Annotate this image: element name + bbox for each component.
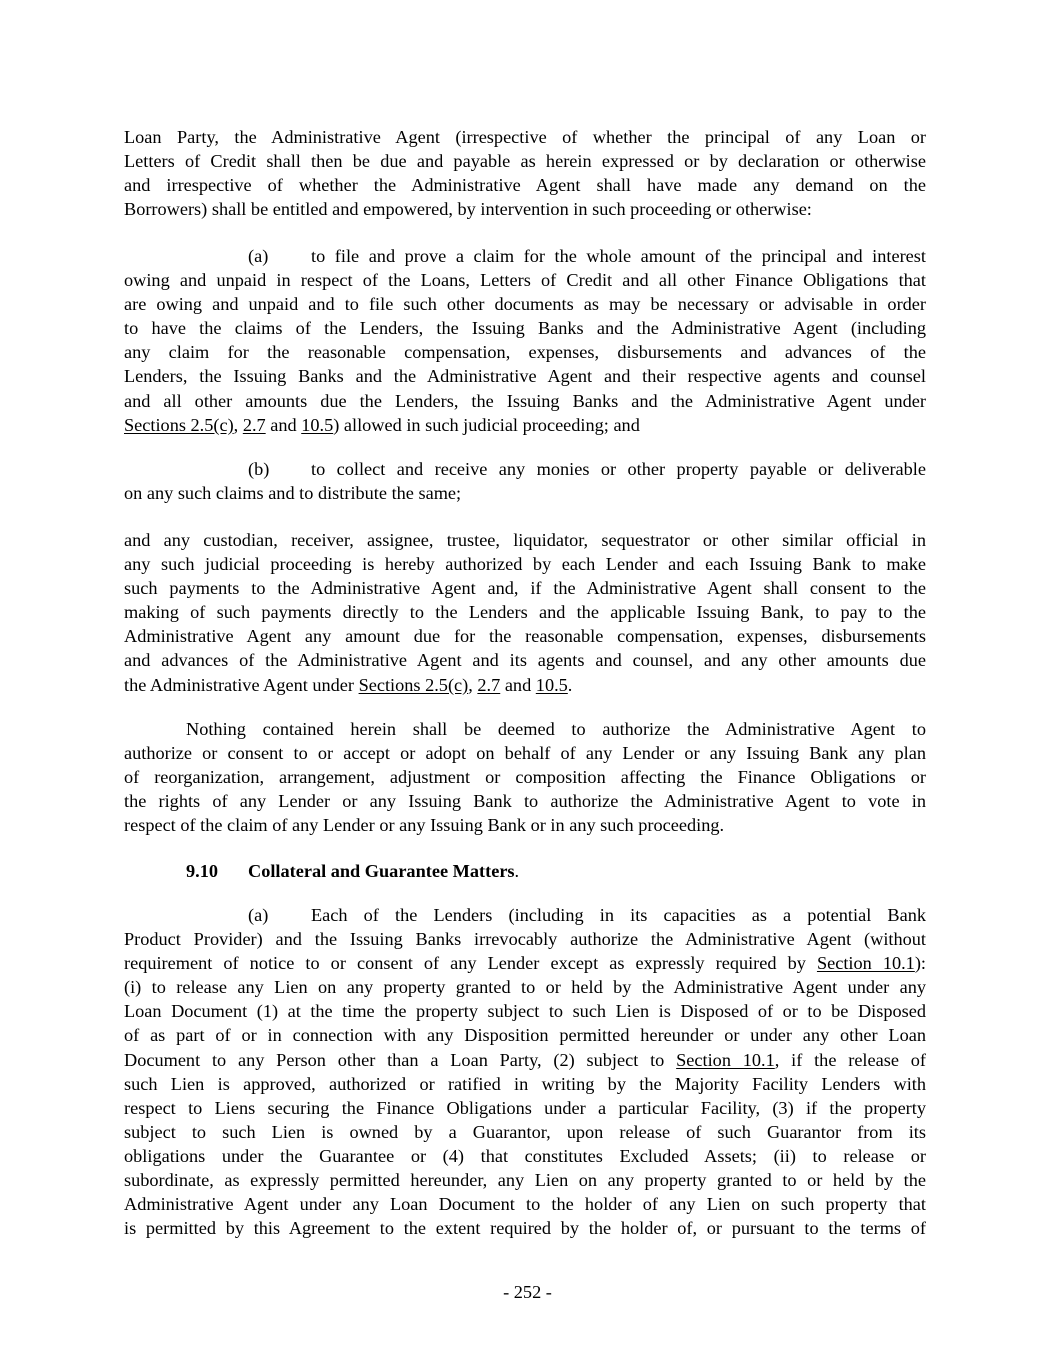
text-segment: ) allowed in such judicial proceeding; and	[333, 414, 640, 435]
section-cross-reference: Sections 2.5(c)	[358, 674, 469, 695]
text-line	[311, 903, 926, 927]
text-segment: Document to any Person other than a Loan Party, (2) subject to	[124, 1049, 677, 1070]
section-9-10-clause-a	[124, 903, 926, 1240]
text-segment: to collect and receive any monies or other property payable or deliverable	[311, 459, 926, 479]
text-line	[124, 765, 926, 789]
clause-b-collect	[124, 457, 926, 505]
text-segment: .	[567, 674, 573, 695]
text-segment: Loan Document (1) at the time the property subject to such Lien is Disposed of or to be Disposed	[124, 1001, 926, 1022]
text-line	[186, 717, 926, 741]
text-line	[124, 1072, 926, 1096]
text-line	[124, 316, 926, 340]
section-cross-reference: 2.7	[477, 674, 501, 695]
text-line	[124, 149, 926, 173]
section-cross-reference: 10.5	[535, 674, 568, 695]
text-segment: obligations under the Guarantee or (4) that constitutes Excluded Assets; (ii) to release or	[124, 1145, 926, 1166]
clause-label: (b)	[248, 459, 270, 479]
text-segment: subordinate, as expressly permitted hereunder, any Lien on any property granted to or held by the	[124, 1170, 926, 1191]
text-line	[311, 457, 926, 481]
text-line	[124, 999, 926, 1023]
intro-paragraph	[124, 125, 926, 221]
text-line	[124, 173, 926, 197]
text-segment: the rights of any Lender or any Issuing Bank to authorize the Administrative Agent to vote in	[124, 791, 926, 812]
text-segment: Borrowers) shall be entitled and empowered, by intervention in such proceeding or otherwise:	[124, 199, 812, 220]
text-line	[124, 1048, 926, 1072]
text-segment: to have the claims of the Lenders, the Issuing Banks and the Administrative Agent (including	[124, 318, 926, 339]
text-line	[124, 813, 926, 837]
clause-label: (a)	[248, 905, 269, 925]
text-segment: Letters of Credit shall then be due and payable as herein expressed or by declaration or otherwise	[124, 151, 926, 172]
text-segment: Product Provider) and the Issuing Banks irrevocably authorize the Administrative Agent (without	[124, 929, 926, 950]
text-segment: and any custodian, receiver, assignee, trustee, liquidator, sequestrator or other similar official in	[124, 530, 926, 550]
text-line	[124, 600, 926, 624]
text-segment: Loan Party, the Administrative Agent (irrespective of whether the principal of any Loan or	[124, 127, 926, 147]
text-line	[124, 789, 926, 813]
text-line	[124, 481, 926, 505]
text-segment: , if the release of	[774, 1049, 926, 1070]
text-line	[124, 1144, 926, 1168]
text-segment: ):	[914, 953, 926, 974]
text-line	[124, 1096, 926, 1120]
section-cross-reference: 2.7	[242, 414, 266, 435]
text-line	[124, 1023, 926, 1047]
section-number: 9.10	[186, 861, 218, 881]
section-cross-reference: Section 10.1	[816, 953, 915, 974]
text-segment: (i) to release any Lien on any property granted to or held by the Administrative Agent under any	[124, 977, 926, 998]
text-line	[124, 1216, 926, 1240]
text-segment: are owing and unpaid and to file such other documents as may be necessary or advisable in order	[124, 294, 926, 315]
section-cross-reference: Section 10.1	[676, 1049, 775, 1070]
clause-label: (a)	[248, 246, 269, 266]
text-line	[124, 197, 926, 221]
text-segment: Administrative Agent any amount due for the reasonable compensation, expenses, disbursements	[124, 626, 926, 647]
text-segment: requirement of notice to or consent of any Lender except as expressly required by	[124, 953, 817, 974]
text-line	[311, 244, 926, 268]
text-line	[124, 413, 926, 437]
text-segment: any claim for the reasonable compensation, expenses, disbursements and advances of the	[124, 342, 926, 363]
text-segment: is permitted by this Agreement to the extent required by the holder of, or pursuant to the terms of	[124, 1218, 926, 1239]
page-number: - 252 -	[503, 1282, 552, 1302]
text-segment: and	[500, 674, 536, 695]
text-line	[124, 741, 926, 765]
text-segment: respect to Liens securing the Finance Obligations under a particular Facility, (3) if the property	[124, 1097, 926, 1118]
text-line	[124, 552, 926, 576]
text-segment: making of such payments directly to the Lenders and the applicable Issuing Bank, to pay to the	[124, 602, 926, 623]
text-line	[124, 975, 926, 999]
text-line	[124, 528, 926, 552]
text-line	[124, 673, 926, 697]
text-line	[124, 364, 926, 388]
text-segment: any such judicial proceeding is hereby authorized by each Lender and each Issuing Bank to make	[124, 554, 926, 575]
text-segment: ,	[233, 414, 243, 435]
text-segment: such payments to the Administrative Agent and, if the Administrative Agent shall consent to the	[124, 578, 926, 599]
text-segment: respect of the claim of any Lender or any Issuing Bank or in any such proceeding.	[124, 815, 725, 836]
text-segment: and irrespective of whether the Administrative Agent shall have made any demand on the	[124, 175, 926, 196]
section-cross-reference: 10.5	[301, 414, 334, 435]
text-segment: Lenders, the Issuing Banks and the Administrative Agent and their respective agents and counsel	[124, 366, 926, 387]
text-segment: on any such claims and to distribute the same;	[124, 483, 462, 504]
text-line	[124, 576, 926, 600]
text-line	[124, 340, 926, 364]
custodian-paragraph	[124, 528, 926, 697]
section-title: Collateral and Guarantee Matters	[248, 861, 515, 881]
text-line	[124, 125, 926, 149]
section-cross-reference: Sections 2.5(c)	[124, 414, 234, 435]
text-segment: of as part of or in connection with any Disposition permitted hereunder or under any other Loan	[124, 1025, 926, 1046]
text-segment: of reorganization, arrangement, adjustment or composition affecting the Finance Obligations or	[124, 767, 926, 788]
text-line	[124, 951, 926, 975]
text-line	[124, 624, 926, 648]
text-line	[124, 1120, 926, 1144]
text-segment: ,	[468, 674, 478, 695]
text-line	[124, 292, 926, 316]
text-segment: to file and prove a claim for the whole amount of the principal and interest	[311, 246, 926, 266]
text-segment: such Lien is approved, authorized or ratified in writing by the Majority Facility Lenders with	[124, 1073, 926, 1094]
text-segment: and	[265, 414, 302, 435]
text-line	[124, 389, 926, 413]
text-line	[124, 268, 926, 292]
text-segment: Administrative Agent under any Loan Document to the holder of any Lien on such property that	[124, 1194, 926, 1215]
text-segment: owing and unpaid in respect of the Loans, Letters of Credit and all other Finance Obligations that	[124, 270, 926, 291]
text-segment: authorize or consent to or accept or adopt on behalf of any Lender or any Issuing Bank any plan	[124, 743, 926, 764]
text-segment: the Administrative Agent under	[124, 674, 359, 695]
section-title-period: .	[514, 861, 520, 881]
nothing-contained-paragraph	[124, 717, 926, 837]
clause-a-file-claim	[124, 244, 926, 437]
text-segment: Nothing contained herein shall be deemed to authorize the Administrative Agent to	[186, 719, 926, 739]
text-segment: subject to such Lien is owned by a Guarantor, upon release of such Guarantor from its	[124, 1121, 926, 1142]
text-segment: and advances of the Administrative Agent and its agents and counsel, and any other amounts due	[124, 650, 926, 671]
text-segment: Each of the Lenders (including in its capacities as a potential Bank	[311, 905, 926, 925]
text-line	[124, 648, 926, 672]
text-line	[124, 1168, 926, 1192]
text-segment: and all other amounts due the Lenders, the Issuing Banks and the Administrative Agent under	[124, 390, 926, 411]
text-line	[124, 1192, 926, 1216]
text-line	[124, 927, 926, 951]
